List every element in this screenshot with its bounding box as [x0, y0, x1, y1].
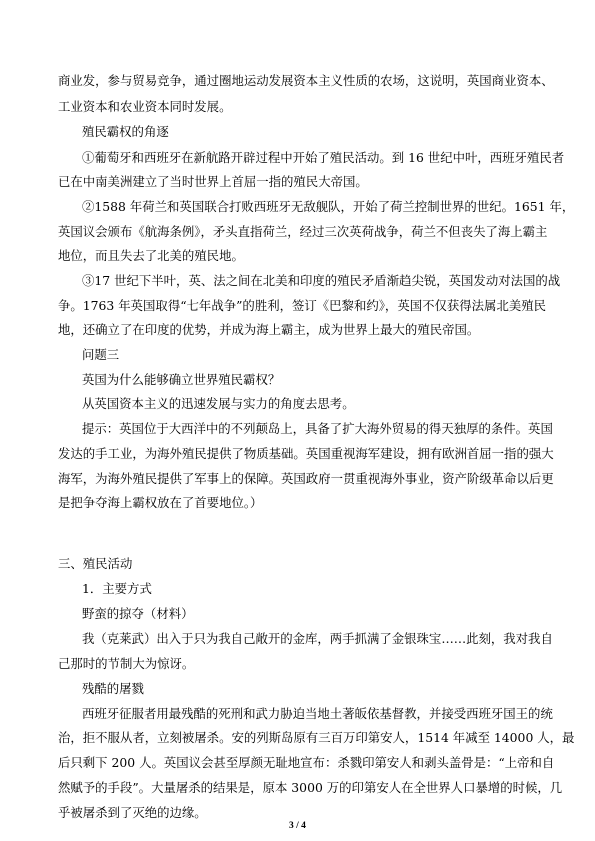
question3-question: 英国为什么能够确立世界殖民霸权？ — [82, 372, 281, 387]
rivalry-item3-line2: 争。1763 年英国取得“七年战争”的胜利，签订《巴黎和约》，英国不仅获得法属北美殖民 — [58, 298, 547, 313]
intro-line-1: 商业发，参与贸易竞争，通过圈地运动发展资本主义性质的农场，这说明，英国商业资本、 — [58, 73, 554, 88]
slaughter-line5: 乎被屠杀到了灭绝的边缘。 — [58, 805, 207, 820]
rivalry-item2-line1: ②1588 年荷兰和英国联合打败西班牙无敌舰队，开始了荷兰控制世界的世纪。1651 年， — [82, 199, 575, 214]
section3-sub1: 1．主要方式 — [82, 581, 152, 596]
section3-heading: 三、殖民活动 — [58, 556, 133, 571]
plunder-title: 野蛮的掠夺（材料） — [82, 606, 194, 621]
question3-answer-line2: 发达的手工业，为海外殖民提供了物质基础。英国重视海军建设，拥有欧洲首屈一指的强大 — [58, 446, 554, 461]
rivalry-item3-line3: 地，还确立了在印度的优势，并成为海上霸主，成为世界上最大的殖民帝国。 — [58, 322, 480, 337]
question3-answer-line1: 提示：英国位于大西洋中的不列颠岛上，具备了扩大海外贸易的得天独厚的条件。英国 — [82, 421, 553, 436]
rivalry-item2-line2: 英国议会颁布《航海条例》，矛头直指荷兰，经过三次英荷战争，荷兰不但丧失了海上霸主 — [58, 224, 548, 239]
intro-line-2: 工业资本和农业资本同时发展。 — [58, 99, 232, 114]
plunder-line1: 我（克莱武）出入于只为我自己敞开的金库，两手抓满了金银珠宝……此刻，我对我自 — [82, 631, 553, 646]
slaughter-title: 残酷的屠戮 — [82, 681, 144, 696]
colonial-rivalry-title: 殖民霸权的角逐 — [82, 124, 169, 139]
rivalry-item1-line2: 已在中南美洲建立了当时世界上首屈一指的殖民大帝国。 — [58, 174, 368, 189]
slaughter-line1: 西班牙征服者用最残酷的死刑和武力胁迫当地土著皈依基督教，并接受西班牙国王的统 — [82, 706, 553, 721]
question3-title: 问题三 — [82, 347, 120, 362]
page-number: 3 / 4 — [289, 821, 306, 831]
question3-hint-direction: 从英国资本主义的迅速发展与实力的角度去思考。 — [82, 396, 355, 411]
plunder-line2: 己那时的节制大为惊讶。 — [58, 656, 195, 671]
slaughter-line4: 然赋予的手段”。大量屠杀的结果是，原本 3000 万的印第安人在全世界人口暴增的时候，几 — [58, 780, 563, 795]
slaughter-line2: 治，拒不服从者，立刻被屠杀。安的列斯岛原有三百万印第安人，1514 年减至 14000 人，最 — [58, 730, 575, 745]
slaughter-line3: 后只剩下 200 人。英国议会甚至厚颜无耻地宣布：杀戮印第安人和剥头盖骨是：“上帝和自 — [58, 755, 555, 770]
question3-answer-line3: 海军，为海外殖民提供了军事上的保障。英国政府一贯重视海外事业，资产阶级革命以后更 — [58, 471, 554, 486]
rivalry-item2-line3: 地位，而且失去了北美的殖民地。 — [58, 248, 244, 263]
rivalry-item3-line1: ③17 世纪下半叶，英、法之间在北美和印度的殖民矛盾渐趋尖锐，英国发动对法国的战 — [82, 273, 561, 288]
rivalry-item1-line1: ①葡萄牙和西班牙在新航路开辟过程中开始了殖民活动。到 16 世纪中叶，西班牙殖民者 — [82, 150, 565, 165]
question3-answer-line4: 是把争夺海上霸权放在了首要地位。） — [58, 495, 263, 510]
